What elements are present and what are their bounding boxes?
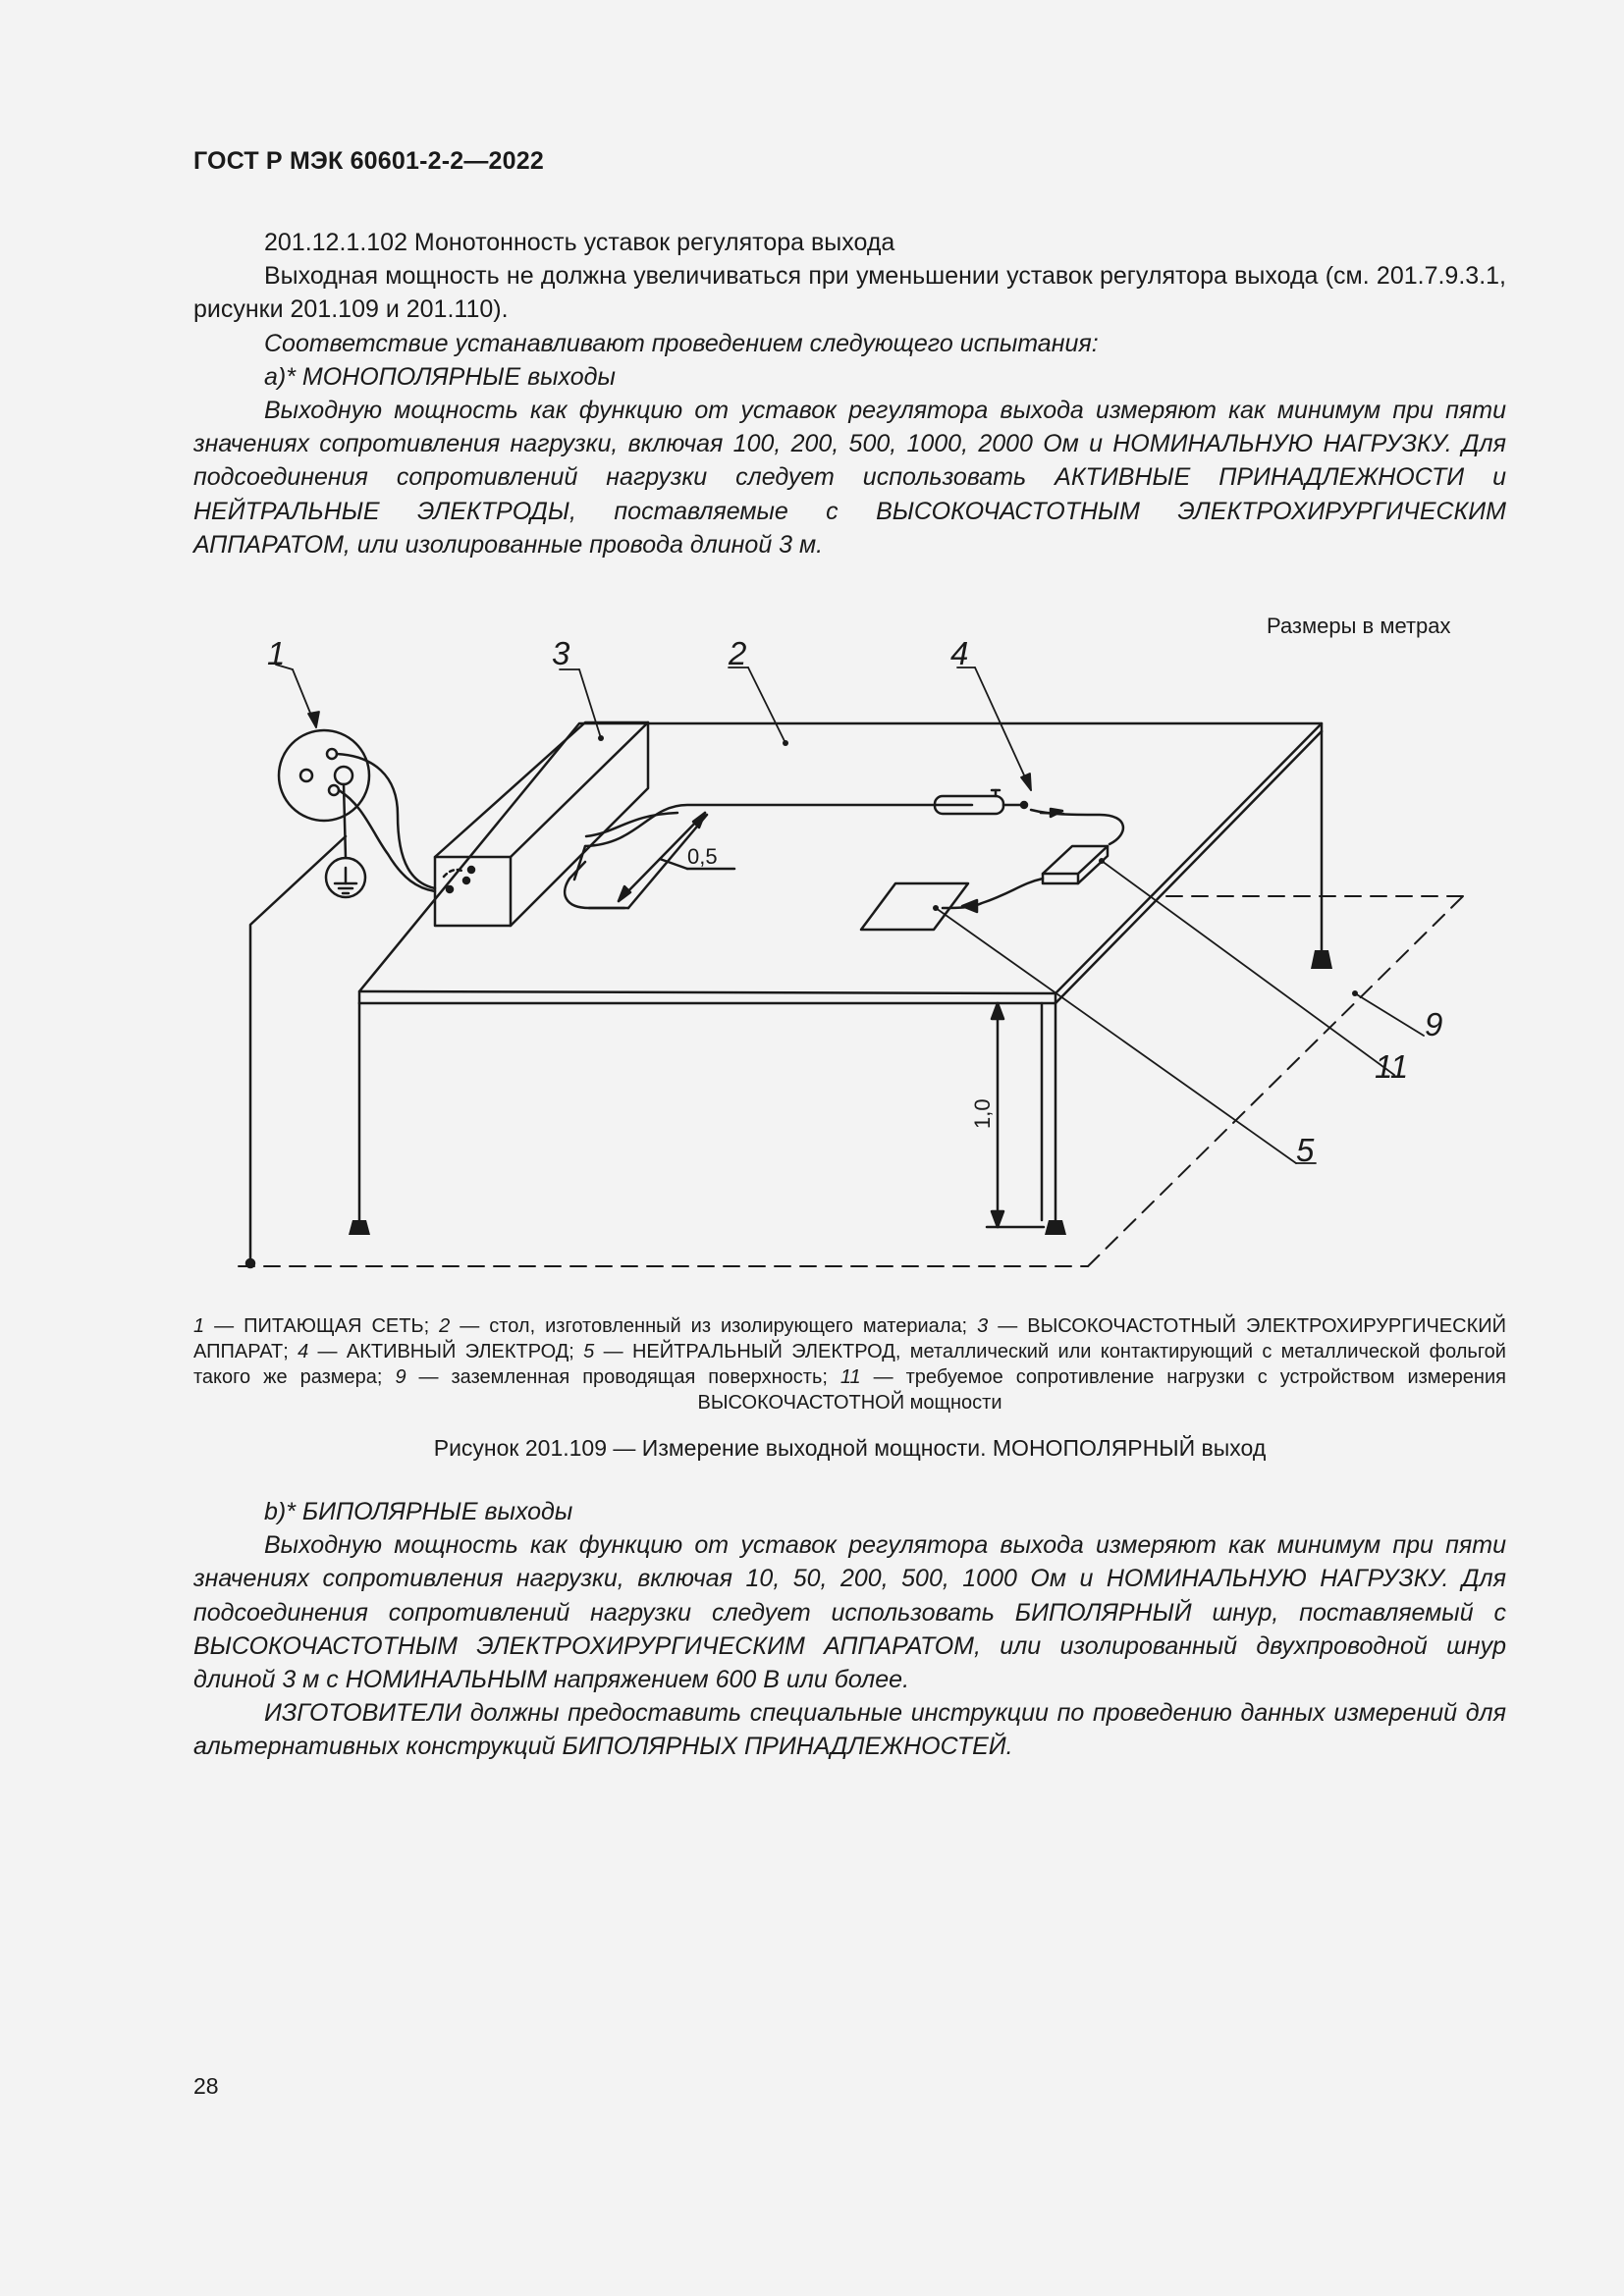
figure-201-109 [0,589,1624,1315]
label-1: 1 [267,635,286,671]
units-note: Размеры в метрах [1267,614,1451,638]
figure-caption: Рисунок 201.109 — Измерение выходной мощности. МОНОПОЛЯРНЫЙ выход [433,1435,1267,1461]
power-outlet [279,730,369,897]
table [359,723,1322,1220]
label-2: 2 [729,635,747,671]
label-4: 4 [950,635,969,671]
paragraph: Выходную мощность как функцию от уставок регулятора выхода измеряют как минимум при пяти значениях сопротивления нагрузки, включая 100, 200, 500, 1000, 2000 Ом и НОМИНАЛЬНУЮ НАГРУЗКУ. Для подсоединения сопротивлений нагрузки следует использовать АКТИВНЫЕ ПРИНАДЛЕЖНОСТИ и НЕЙТРАЛЬНЫЕ ЭЛЕКТРОДЫ, поставляемые с ВЫСОКОЧАСТОТНЫМ ЭЛЕКТРОХИРУРГИЧЕСКИМ АППАРАТОМ, или изолированные провода длиной 3 м. [193,397,1506,559]
compliance-statement: Соответствие устанавливают проведением следующего испытания: [264,329,1099,357]
dimension-height-label: 1,0 [970,1098,995,1129]
hf-generator-box [435,722,648,926]
leader-lines [276,665,1424,1163]
dimension-width-label: 0,5 [687,844,718,869]
label-9: 9 [1425,1006,1443,1042]
paragraph: Выходная мощность не должна увеличиваться при уменьшении уставок регулятора выхода (см. 201.7.9.3.1, рисунки 201.109 и 201.110). [193,262,1506,324]
figure-legend: 1 — ПИТАЮЩАЯ СЕТЬ; 2 — стол, изготовленный из изолирующего материала; 3 — ВЫСОКОЧАСТОТНЫЙ ЭЛЕКТРОХИРУРГИЧЕСКИЙ АППАРАТ; 4 — АКТИВНЫЙ ЭЛЕКТРОД; 5 — НЕЙТРАЛЬНЫЙ ЭЛЕКТРОД, металлический или контактирующий с металлической фольгой такого же размера; 9 — заземленная проводящая поверхность; 11 — требуемое сопротивление нагрузки с устройством измерения ВЫСОКОЧАСТОТНОЙ мощности [193,1315,1506,1414]
monopolar-measurement-diagram [0,589,1624,1315]
label-3: 3 [552,635,570,671]
page-number: 28 [193,2073,219,2099]
label-11: 11 [1375,1048,1409,1085]
section-bipolar [193,1495,1506,1764]
ground-plane [239,896,1463,1266]
item-a-heading: a)* МОНОПОЛЯРНЫЕ выходы [264,362,616,391]
item-b-heading: b)* БИПОЛЯРНЫЕ выходы [264,1498,573,1525]
clause-title: 201.12.1.102 Монотонность уставок регулятора выхода [264,229,895,256]
ground-wire [250,836,346,1263]
dimension-height [987,1003,1044,1227]
section-monotonicity [193,226,1506,561]
label-5: 5 [1296,1132,1315,1168]
active-electrode [935,790,1027,814]
document-header: ГОСТ Р МЭК 60601-2-2—2022 [193,147,544,175]
paragraph: Выходную мощность как функцию от уставок регулятора выхода измеряют как минимум при пяти значениях сопротивления нагрузки, включая 10, 50, 200, 500, 1000 Ом и НОМИНАЛЬНУЮ НАГРУЗКУ. Для подсоединения сопротивлений нагрузки следует использовать БИПОЛЯРНЫЙ шнур, поставляемый с ВЫСОКОЧАСТОТНЫМ ЭЛЕКТРОХИРУРГИЧЕСКИМ АППАРАТОМ, или изолированный двухпроводной шнур длиной 3 м с НОМИНАЛЬНЫМ напряжением 600 В или более. [193,1531,1506,1694]
load-resistor [1043,846,1108,883]
neutral-electrode-plate [861,883,968,930]
paragraph: ИЗГОТОВИТЕЛИ должны предоставить специальные инструкции по проведению данных измерений для альтернативных конструкций БИПОЛЯРНЫХ ПРИНАДЛЕЖНОСТЕЙ. [193,1699,1506,1761]
